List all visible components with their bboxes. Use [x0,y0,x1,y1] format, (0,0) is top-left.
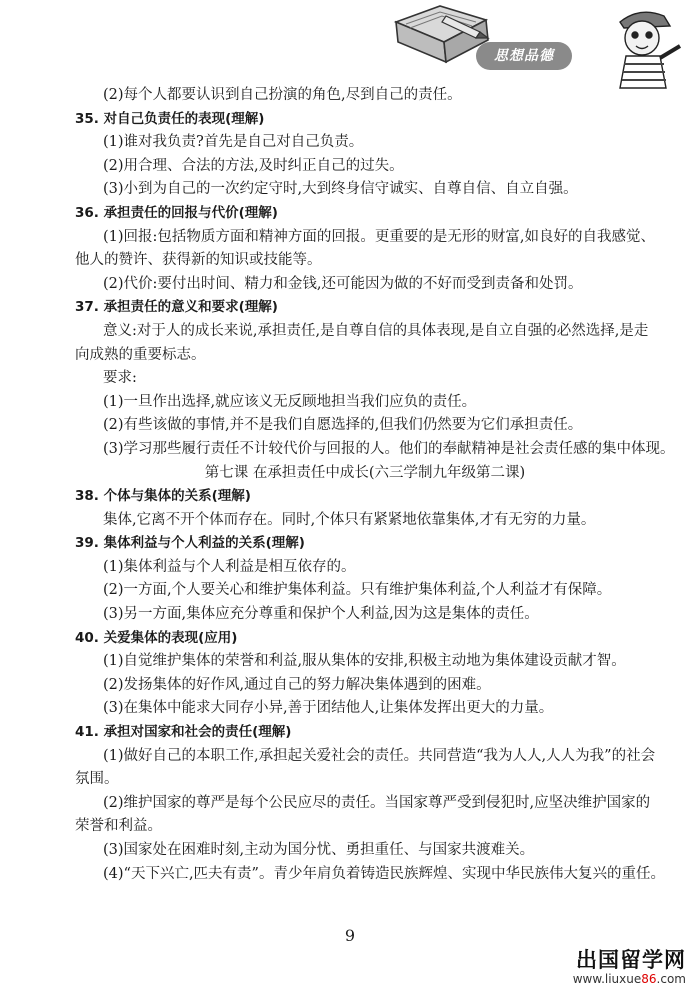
watermark-url-number: 86 [641,972,657,986]
section-heading: 40. 关爱集体的表现(应用) [75,629,238,646]
text-line: 荣誉和利益。 [75,818,162,835]
text-line: (1)回报:包括物质方面和精神方面的回报。更重要的是无形的财富,如良好的自我感觉、 [103,228,656,245]
text-line: (1)自觉维护集体的荣誉和利益,服从集体的安排,积极主动地为集体建设贡献才智。 [103,653,626,670]
watermark-title: 出国留学网 [576,948,686,972]
text-line: (3)学习那些履行责任不计较代价与回报的人。他们的奉献精神是社会责任感的集中体现。 [103,440,675,457]
section-heading: 35. 对自己负责任的表现(理解) [75,110,265,127]
text-line: (2)维护国家的尊严是每个公民应尽的责任。当国家尊严受到侵犯时,应坚决维护国家的 [103,794,651,811]
text-line: (3)另一方面,集体应充分尊重和保护个人利益,因为这是集体的责任。 [103,606,539,623]
watermark-url-prefix: www.liuxue [572,972,642,986]
text-line: 他人的赞许、获得新的知识或技能等。 [75,252,322,269]
text-line: 集体,它离不开个体而存在。同时,个体只有紧紧地依靠集体,才有无穷的力量。 [103,511,596,528]
text-line: (2)每个人都要认识到自己扮演的角色,尽到自己的责任。 [103,87,462,103]
text-line: (1)集体利益与个人利益是相互依存的。 [103,558,356,575]
cartoon-boy-icon [620,12,680,88]
page-number: 9 [344,926,356,945]
text-line: 向成熟的重要标志。 [75,346,206,363]
section-heading: 38. 个体与集体的关系(理解) [75,488,251,505]
text-line: (2)用合理、合法的方法,及时纠正自己的过失。 [103,157,404,174]
section-heading: 36. 承担责任的回报与代价(理解) [75,204,278,221]
text-line: (2)一方面,个人要关心和维护集体利益。只有维护集体利益,个人利益才有保障。 [103,582,612,599]
section-heading: 39. 集体利益与个人利益的关系(理解) [75,535,305,552]
text-line: (2)发扬集体的好作风,通过自己的努力解决集体遇到的困难。 [103,676,491,693]
section-heading: 41. 承担对国家和社会的责任(理解) [75,724,292,741]
lesson-title: 第七课 在承担责任中成长(六三学制九年级第二课) [204,464,526,481]
subject-badge: 思想品德 [476,42,572,70]
text-line: (3)小到为自己的一次约定守时,大到终身信守诚实、自尊自信、自立自强。 [103,181,578,198]
text-line: (3)国家处在困难时刻,主动为国分忧、勇担重任、与国家共渡难关。 [103,842,535,858]
document-body [75,84,675,886]
text-line: 意义:对于人的成长来说,承担责任,是自尊自信的具体表现,是自立自强的必然选择,是走 [103,322,649,339]
text-line: (2)代价:要付出时间、精力和金钱,还可能因为做的不好而受到责备和处罚。 [103,275,583,292]
text-line: (4)“天下兴亡,匹夫有责”。青少年肩负着铸造民族辉煌、实现中华民族伟大复兴的重任。 [103,865,665,882]
text-line: 要求: [103,370,137,387]
text-line: (1)一旦作出选择,就应该义无反顾地担当我们应负的责任。 [103,393,477,410]
watermark-url [573,972,686,986]
site-watermark [573,948,686,986]
text-line: (2)有些该做的事情,并不是我们自愿选择的,但我们仍然要为它们承担责任。 [103,417,583,434]
text-line: (1)谁对我负责?首先是自己对自己负责。 [103,134,364,151]
text-line: (3)在集体中能求大同存小异,善于团结他人,让集体发挥出更大的力量。 [103,700,554,717]
watermark-url-suffix: .com [656,972,686,986]
text-line: 氛围。 [75,771,119,788]
text-line: (1)做好自己的本职工作,承担起关爱社会的责任。共同营造“我为人人,人人为我”的社会 [103,747,656,764]
section-heading: 37. 承担责任的意义和要求(理解) [75,299,278,316]
